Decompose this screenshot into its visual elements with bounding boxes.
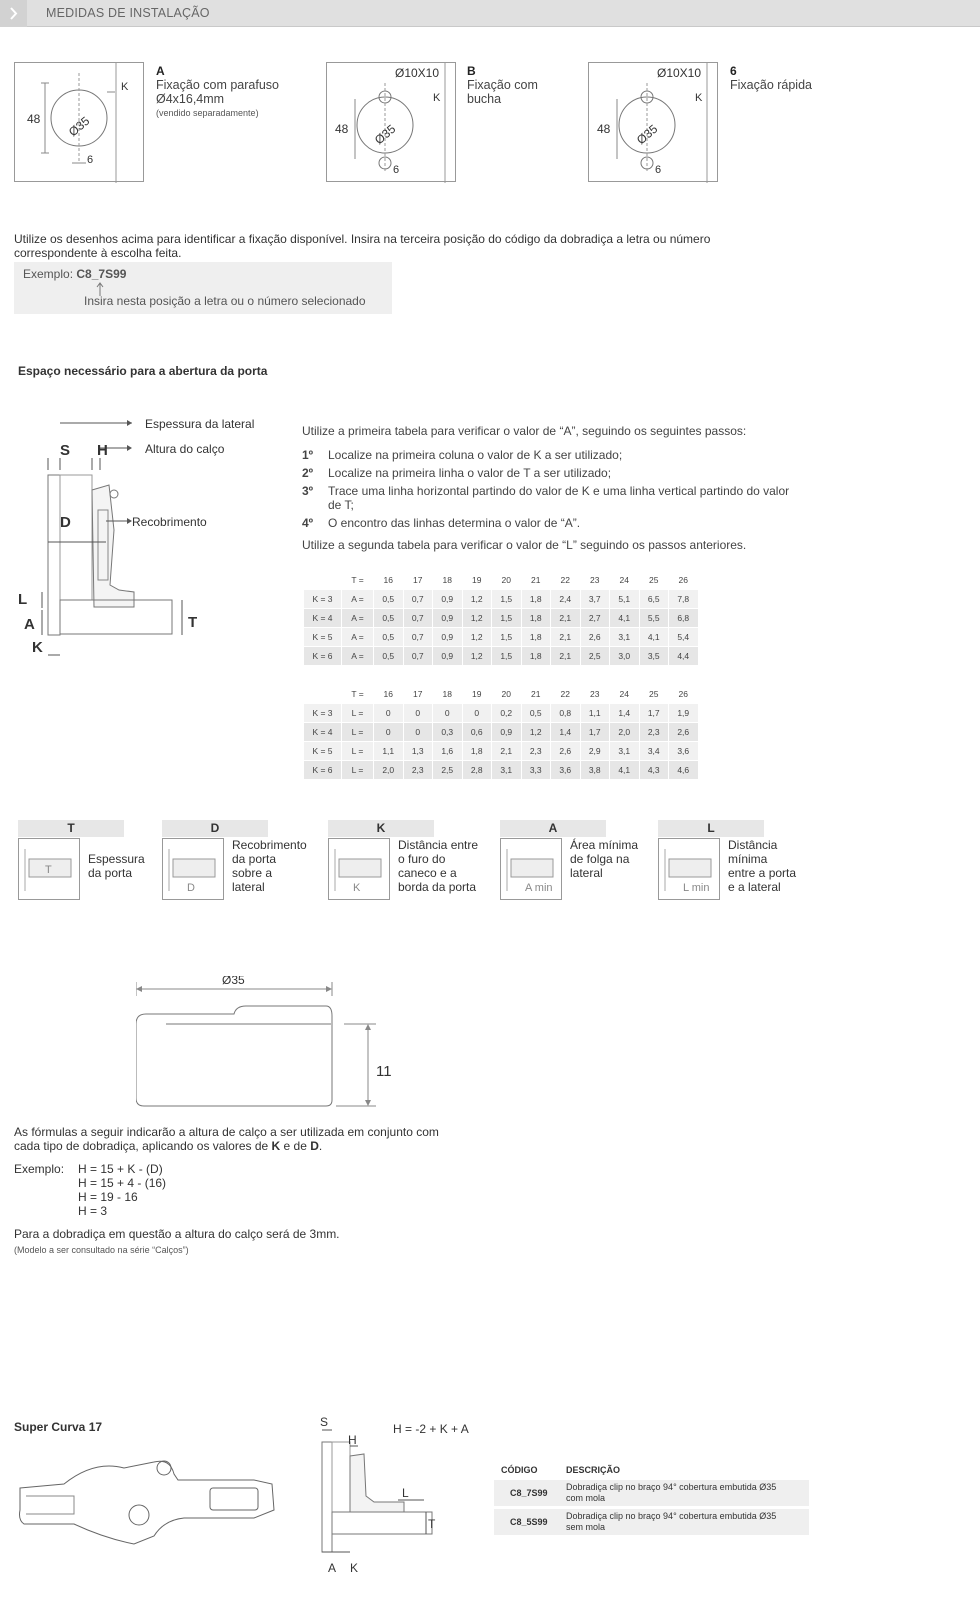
table-cell: 0,5 — [522, 704, 552, 723]
table-cell: 1,8 — [522, 590, 552, 609]
table-cell: 3,1 — [610, 628, 640, 647]
table-cell: 0,5 — [374, 628, 404, 647]
legend-header: A — [500, 820, 606, 837]
intro-text: Utilize os desenhos acima para identificar a fixação disponível. Insira na terceira posição do código da dobradiça a letra ou número correspondente à escolha feita. — [14, 232, 711, 260]
table-col-header: 24 — [610, 685, 640, 704]
table-cell: 1,1 — [581, 704, 611, 723]
table-cell: 2,1 — [551, 647, 581, 666]
table-col-header: 20 — [492, 571, 522, 590]
table-row-k: K = 3 — [304, 590, 342, 609]
cup-depth: 11 — [376, 1063, 392, 1080]
table-cell: 0,9 — [492, 723, 522, 742]
dim-6: 6 — [393, 164, 400, 176]
table-cell: 2,3 — [404, 761, 434, 780]
fixation-a-label: A Fixação com parafuso Ø4x16,4mm (vendido separadamente) — [156, 64, 279, 118]
table-row-var: L = — [342, 742, 374, 761]
table-cell: 3,1 — [610, 742, 640, 761]
table-row — [304, 742, 699, 761]
table-cell: 6,5 — [640, 590, 670, 609]
table-cell: 4,6 — [669, 761, 699, 780]
table-row-k: K = 4 — [304, 723, 342, 742]
table-col-header: 23 — [581, 571, 611, 590]
table-cell: 2,9 — [581, 742, 611, 761]
section-header — [0, 0, 980, 27]
table-row-k: K = 6 — [304, 647, 342, 666]
table-cell: 1,2 — [463, 647, 493, 666]
instructions: Utilize a primeira tabela para verificar o valor de “A”, seguindo os seguintes passos: 1º Localize na primeira coluna o valor de K a ser utilizado; 2º Localize na primeira linha o valor de T a ser utilizado; 3º Trace uma linha horizontal partindo do valor de K e uma linha vertical partindo do valor de T; 4º O encontro das linhas determina o valor de “A”. Utilize a segunda tabela para verificar o valor de “L” seguindo os passos anteriores. — [302, 422, 802, 554]
svg-text:T: T — [428, 1517, 436, 1531]
table-row — [304, 628, 699, 647]
product-row-1: C8_7S99 Dobradiça clip no braço 94° cobertura embutida Ø35 com mola — [494, 1480, 809, 1506]
table-cell: 4,4 — [669, 647, 699, 666]
table-cell: 0,9 — [433, 628, 463, 647]
dim-48: 48 — [335, 122, 349, 136]
legend-description: Distância entre o furo do caneco e a borda da porta — [398, 838, 479, 894]
step-4: 4º O encontro das linhas determina o valor de “A”. — [302, 516, 581, 530]
product-table: CÓDIGO DESCRIÇÃO C8_7S99 Dobradiça clip no braço 94° cobertura embutida Ø35 com mola C8_5S99 Dobradiça clip no braço 94° cobertura embutida Ø35 sem mola — [494, 1460, 809, 1535]
table-row — [304, 761, 699, 780]
label-a: A — [24, 616, 35, 633]
svg-text:H: H — [348, 1433, 357, 1447]
table-cell: 0 — [374, 723, 404, 742]
dim-d35: Ø35 — [371, 121, 399, 148]
product-row-2: C8_5S99 Dobradiça clip no braço 94° cobertura embutida Ø35 sem mola — [494, 1509, 809, 1535]
page-title: MEDIDAS DE INSTALAÇÃO — [46, 6, 210, 20]
table-cell: 2,1 — [492, 742, 522, 761]
table-col-header: 25 — [640, 571, 670, 590]
table-cell: 2,5 — [433, 761, 463, 780]
product-formula: H = -2 + K + A — [393, 1422, 469, 1436]
table-row — [304, 723, 699, 742]
table-cell: 2,6 — [551, 742, 581, 761]
table-cell: 0,2 — [492, 704, 522, 723]
table-cell: 1,5 — [492, 628, 522, 647]
dim-d35: Ø35 — [65, 113, 93, 140]
table-cell: 2,8 — [463, 761, 493, 780]
table-cell: 0,7 — [404, 628, 434, 647]
fixation-diagram-b — [326, 62, 456, 182]
table-cell: 2,4 — [551, 590, 581, 609]
table-row-var: A = — [342, 628, 374, 647]
hinge-drawing — [14, 1440, 284, 1550]
legend-thumbnail — [328, 838, 390, 900]
table-row — [304, 609, 699, 628]
table-col-header: 17 — [404, 685, 434, 704]
label-altura: Altura do calço — [145, 442, 225, 456]
table-cell: 2,1 — [551, 628, 581, 647]
cup-diameter: Ø35 — [222, 976, 245, 987]
table-row-var: L = — [342, 723, 374, 742]
table-cell: 2,0 — [374, 761, 404, 780]
table-row-k: K = 4 — [304, 609, 342, 628]
table-col-header: 22 — [551, 571, 581, 590]
table-cell: 4,1 — [640, 628, 670, 647]
table-cell: 5,4 — [669, 628, 699, 647]
fixation-diagram-a — [14, 62, 144, 182]
fixation-a-drawing — [15, 63, 145, 183]
table-col-header: 26 — [669, 571, 699, 590]
table-cell: 0,5 — [374, 647, 404, 666]
table-cell: 2,3 — [522, 742, 552, 761]
table-col-header: 16 — [374, 685, 404, 704]
table-col-header: 21 — [522, 571, 552, 590]
formula-section: As fórmulas a seguir indicarão a altura de calço a ser utilizada em conjunto com cada tipo de dobradiça, aplicando os valores de K e de D. Exemplo: H = 15 + K - (D) H = 15 + 4 - (16) H = 19 - 16 H = 3 Para a dobradiça em questão a altura do calço será de 3mm. (Modelo a ser consultado na série “Calços”) — [14, 1125, 439, 1255]
table-cell: 1,2 — [463, 628, 493, 647]
table-col-header: 19 — [463, 685, 493, 704]
dim-hole: Ø10X10 — [395, 66, 440, 80]
legend-inner-label: D — [187, 882, 195, 894]
table-cell: 2,7 — [581, 609, 611, 628]
label-t: T — [188, 614, 198, 631]
table-cell: 0,7 — [404, 609, 434, 628]
table-row — [304, 704, 699, 723]
table-col-header: 20 — [492, 685, 522, 704]
example-hint: Insira nesta posição a letra ou o número selecionado — [84, 294, 366, 308]
table-row-var: A = — [342, 609, 374, 628]
table-cell: 7,8 — [669, 590, 699, 609]
table-cell: 1,8 — [463, 742, 493, 761]
table-header-t: T = — [342, 685, 374, 704]
table-cell: 3,1 — [492, 761, 522, 780]
legend-thumbnail — [18, 838, 80, 900]
step-3: 3º Trace uma linha horizontal partindo do valor de K e uma linha vertical partindo do valor de T; — [302, 484, 790, 512]
table-col-header: 18 — [433, 571, 463, 590]
table-col-header: 25 — [640, 685, 670, 704]
svg-text:K: K — [350, 1561, 359, 1575]
svg-text:A: A — [328, 1561, 337, 1575]
table-row-k: K = 5 — [304, 628, 342, 647]
table-cell: 1,2 — [463, 590, 493, 609]
fixation-b-drawing — [327, 63, 457, 183]
fixation-b-label: B Fixação com bucha — [467, 64, 538, 106]
legend-header: T — [18, 820, 124, 837]
table-cell: 1,5 — [492, 609, 522, 628]
legend-description: Área mínima de folga na lateral — [570, 838, 639, 880]
table-cell: 1,5 — [492, 590, 522, 609]
legend-inner-label: K — [353, 882, 361, 894]
dim-48: 48 — [597, 122, 611, 136]
table-row-var: L = — [342, 761, 374, 780]
label-recobrimento: Recobrimento — [132, 515, 207, 529]
table-row-var: A = — [342, 647, 374, 666]
table-cell: 2,3 — [640, 723, 670, 742]
svg-text:S: S — [320, 1416, 329, 1429]
legend-description: Espessura da porta — [88, 852, 145, 880]
example-box: Exemplo: C8_7S99 Insira nesta posição a letra ou o número selecionado — [14, 262, 392, 314]
table-cell: 1,4 — [610, 704, 640, 723]
table-row-k: K = 5 — [304, 742, 342, 761]
legend — [18, 821, 963, 918]
dim-48: 48 — [27, 112, 41, 126]
step-2: 2º Localize na primeira linha o valor de T a ser utilizado; — [302, 466, 612, 480]
step-1: 1º Localize na primeira coluna o valor de K a ser utilizado; — [302, 448, 623, 462]
table-cell: 0 — [433, 704, 463, 723]
table-cell: 6,8 — [669, 609, 699, 628]
fixation-6-drawing — [589, 63, 719, 183]
table-header-t: T = — [342, 571, 374, 590]
table-cell: 0,3 — [433, 723, 463, 742]
example-code: C8_7S99 — [76, 267, 127, 281]
table-cell: 1,8 — [522, 609, 552, 628]
table-cell: 1,7 — [640, 704, 670, 723]
table-l-values — [304, 685, 699, 780]
table-cell: 0 — [404, 704, 434, 723]
table-cell: 4,1 — [610, 609, 640, 628]
table-cell: 0,9 — [433, 609, 463, 628]
table-row — [304, 647, 699, 666]
table-cell: 0,9 — [433, 647, 463, 666]
table-cell: 3,3 — [522, 761, 552, 780]
table-cell: 1,6 — [433, 742, 463, 761]
legend-inner-label: L min — [683, 882, 710, 894]
fixation-6-label: 6 Fixação rápida — [730, 64, 812, 92]
table-col-header: 24 — [610, 571, 640, 590]
legend-header: L — [658, 820, 764, 837]
dim-6: 6 — [655, 164, 662, 176]
table-cell: 0,7 — [404, 647, 434, 666]
legend-thumbnail — [500, 838, 562, 900]
table-cell: 0 — [463, 704, 493, 723]
legend-header: D — [162, 820, 268, 837]
table-col-header: 21 — [522, 685, 552, 704]
table-a-values — [304, 571, 699, 666]
table-cell: 4,1 — [610, 761, 640, 780]
table-cell: 0,6 — [463, 723, 493, 742]
table-row-k: K = 6 — [304, 761, 342, 780]
label-l: L — [18, 591, 28, 608]
table-cell: 4,3 — [640, 761, 670, 780]
dim-6: 6 — [87, 154, 94, 166]
label-h: H — [97, 442, 108, 459]
legend-thumbnail — [162, 838, 224, 900]
legend-thumbnail — [658, 838, 720, 900]
table-header-blank — [304, 571, 342, 590]
table-cell: 2,6 — [669, 723, 699, 742]
table-row — [304, 590, 699, 609]
table-cell: 1,9 — [669, 704, 699, 723]
table-cell: 2,1 — [551, 609, 581, 628]
dim-k: K — [695, 92, 703, 104]
table-col-header: 19 — [463, 571, 493, 590]
svg-text:L: L — [402, 1486, 409, 1500]
table-cell: 0,5 — [374, 590, 404, 609]
table-cell: 3,6 — [551, 761, 581, 780]
table-cell: 1,2 — [522, 723, 552, 742]
legend-inner-label: T — [45, 864, 52, 876]
legend-description: Recobrimento da porta sobre a lateral — [232, 838, 307, 894]
table-col-header: 23 — [581, 685, 611, 704]
table-header-blank — [304, 685, 342, 704]
cup-drawing — [136, 976, 396, 1116]
table-col-header: 17 — [404, 571, 434, 590]
table-cell: 1,7 — [581, 723, 611, 742]
table-cell: 0 — [374, 704, 404, 723]
table-col-header: 22 — [551, 685, 581, 704]
table-col-header: 18 — [433, 685, 463, 704]
table-cell: 2,5 — [581, 647, 611, 666]
table-cell: 1,8 — [522, 628, 552, 647]
table-cell: 1,2 — [463, 609, 493, 628]
table-row-k: K = 3 — [304, 704, 342, 723]
legend-description: Distância mínima entre a porta e a lateral — [728, 838, 797, 894]
table-cell: 3,0 — [610, 647, 640, 666]
dim-hole: Ø10X10 — [657, 66, 702, 80]
dim-k: K — [433, 92, 441, 104]
table-cell: 3,6 — [669, 742, 699, 761]
label-d: D — [60, 514, 71, 531]
table-row-var: L = — [342, 704, 374, 723]
table-cell: 0 — [404, 723, 434, 742]
dim-k: K — [121, 81, 129, 93]
table-cell: 1,4 — [551, 723, 581, 742]
label-k: K — [32, 639, 43, 656]
table-cell: 5,1 — [610, 590, 640, 609]
table-cell: 3,8 — [581, 761, 611, 780]
table-cell: 1,5 — [492, 647, 522, 666]
table-col-header: 16 — [374, 571, 404, 590]
table-col-header: 26 — [669, 685, 699, 704]
table-cell: 3,5 — [640, 647, 670, 666]
fixation-diagram-6 — [588, 62, 718, 182]
label-s: S — [60, 442, 71, 459]
table-cell: 0,7 — [404, 590, 434, 609]
table-cell: 2,0 — [610, 723, 640, 742]
table-row-var: A = — [342, 590, 374, 609]
table-cell: 2,6 — [581, 628, 611, 647]
table-cell: 5,5 — [640, 609, 670, 628]
chevron-right-icon — [0, 0, 27, 27]
table-cell: 1,8 — [522, 647, 552, 666]
table-cell: 1,3 — [404, 742, 434, 761]
product-name: Super Curva 17 — [14, 1420, 103, 1434]
dim-d35: Ø35 — [633, 121, 661, 148]
legend-header: K — [328, 820, 434, 837]
table-cell: 0,9 — [433, 590, 463, 609]
label-espessura: Espessura da lateral — [145, 417, 255, 431]
table-cell: 3,4 — [640, 742, 670, 761]
table-cell: 0,5 — [374, 609, 404, 628]
opening-diagram — [14, 410, 304, 674]
table-cell: 1,1 — [374, 742, 404, 761]
legend-inner-label: A min — [525, 882, 553, 894]
product-section-drawing — [314, 1416, 454, 1576]
table-cell: 0,8 — [551, 704, 581, 723]
section-title-opening: Espaço necessário para a abertura da porta — [18, 364, 268, 378]
table-cell: 3,7 — [581, 590, 611, 609]
